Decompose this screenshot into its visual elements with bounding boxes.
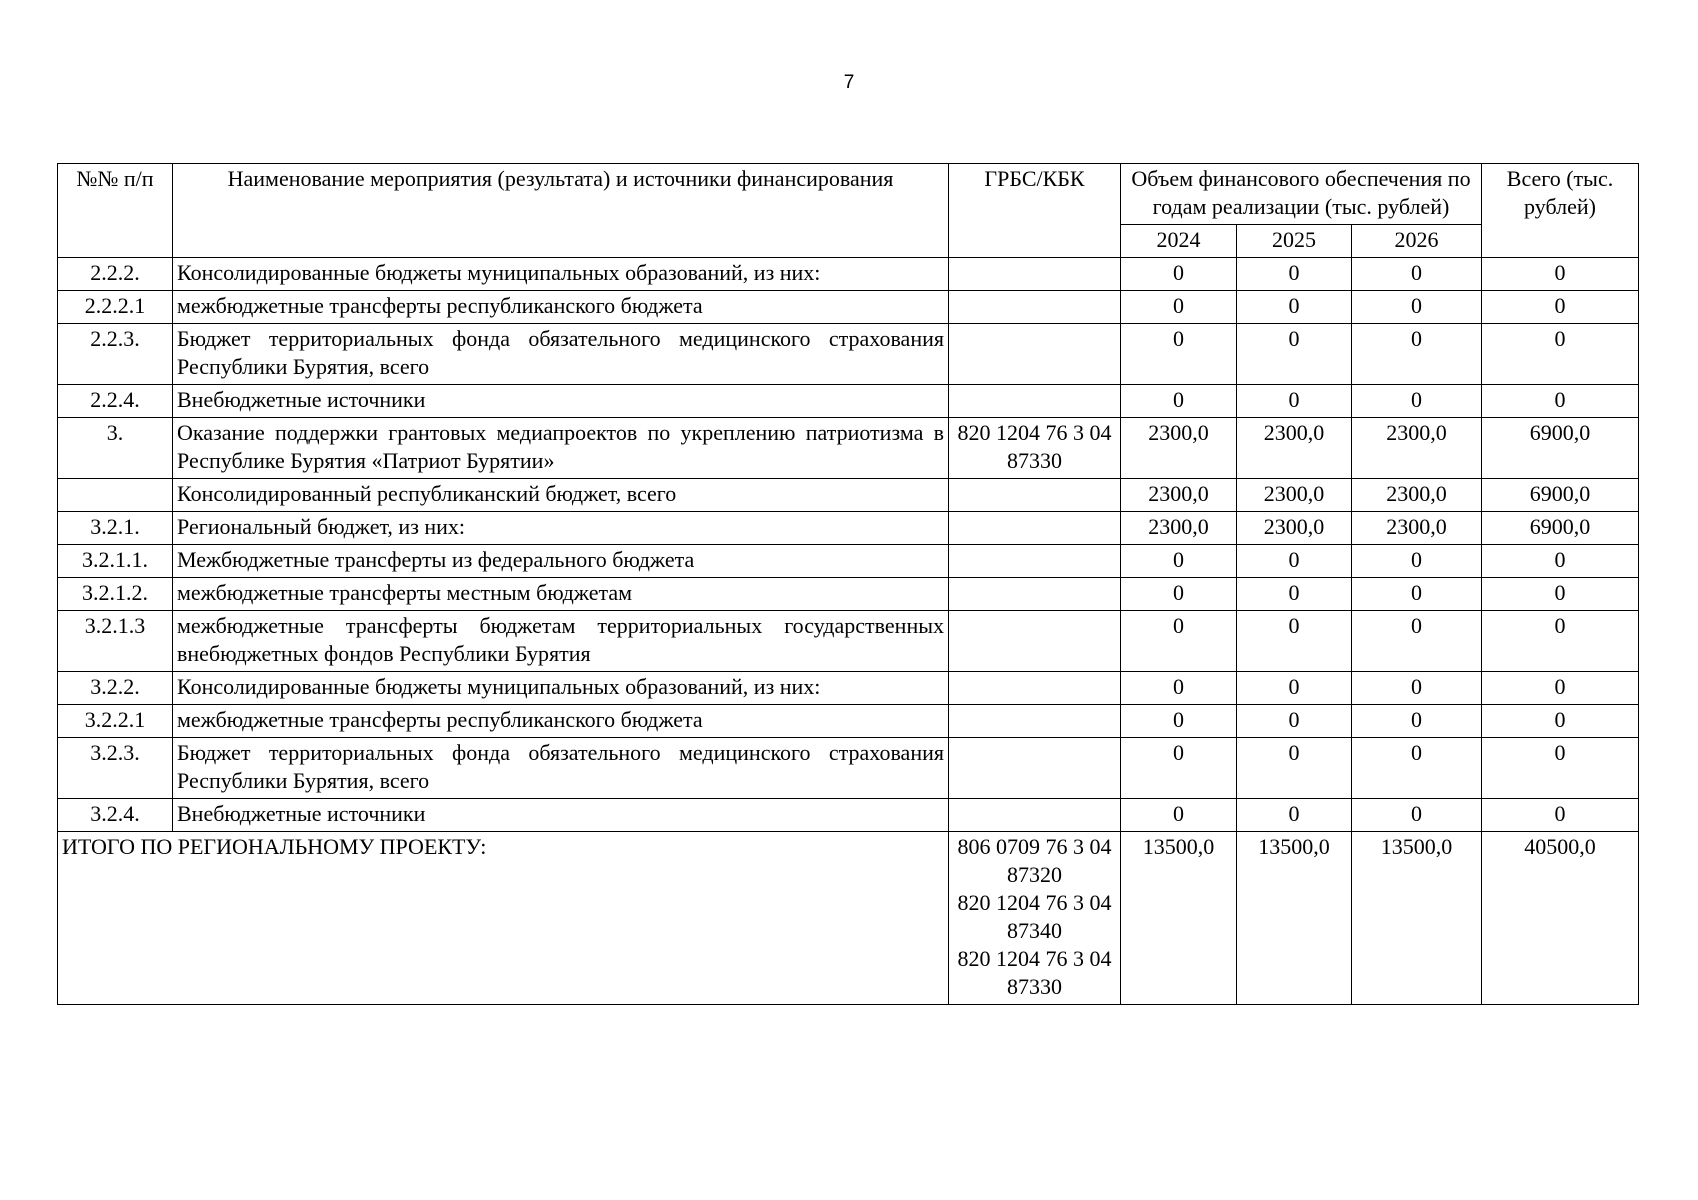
row-value-2024: 0 bbox=[1121, 324, 1237, 385]
row-value-2026: 0 bbox=[1352, 799, 1482, 832]
row-value-2026: 2300,0 bbox=[1352, 512, 1482, 545]
row-name: межбюджетные трансферты республиканского бюджета bbox=[173, 705, 949, 738]
row-value-2024: 0 bbox=[1121, 799, 1237, 832]
row-name: Межбюджетные трансферты из федерального бюджета bbox=[173, 545, 949, 578]
row-value-2025: 0 bbox=[1237, 672, 1352, 705]
table-row bbox=[58, 385, 1639, 418]
row-num: 3.2.1.3 bbox=[58, 611, 173, 672]
row-code bbox=[949, 258, 1121, 291]
row-value-2025: 0 bbox=[1237, 385, 1352, 418]
row-name: Консолидированные бюджеты муниципальных образований, из них: bbox=[173, 672, 949, 705]
row-value-2025: 0 bbox=[1237, 578, 1352, 611]
table-row bbox=[58, 545, 1639, 578]
row-num: 3. bbox=[58, 418, 173, 479]
row-value-2025: 0 bbox=[1237, 545, 1352, 578]
row-num bbox=[58, 479, 173, 512]
row-value-2026: 2300,0 bbox=[1352, 479, 1482, 512]
row-value-2026: 0 bbox=[1352, 738, 1482, 799]
row-num: 3.2.3. bbox=[58, 738, 173, 799]
total-code-2: 820 1204 76 3 04 87340 bbox=[957, 890, 1112, 943]
total-codes bbox=[949, 832, 1121, 1005]
total-value-sum: 40500,0 bbox=[1482, 832, 1639, 1005]
row-code bbox=[949, 512, 1121, 545]
total-value-2025: 13500,0 bbox=[1237, 832, 1352, 1005]
row-value-2024: 2300,0 bbox=[1121, 479, 1237, 512]
row-total: 0 bbox=[1482, 578, 1639, 611]
row-num: 2.2.4. bbox=[58, 385, 173, 418]
header-year-2024: 2024 bbox=[1121, 225, 1237, 258]
row-value-2025: 0 bbox=[1237, 291, 1352, 324]
row-value-2024: 0 bbox=[1121, 578, 1237, 611]
row-value-2025: 0 bbox=[1237, 738, 1352, 799]
financing-table bbox=[57, 163, 1639, 1005]
row-value-2024: 2300,0 bbox=[1121, 512, 1237, 545]
row-name: Консолидированные бюджеты муниципальных образований, из них: bbox=[173, 258, 949, 291]
header-total: Всего (тыс. рублей) bbox=[1482, 164, 1639, 258]
row-value-2024: 0 bbox=[1121, 672, 1237, 705]
header-year-2026: 2026 bbox=[1352, 225, 1482, 258]
row-code bbox=[949, 738, 1121, 799]
row-value-2026: 0 bbox=[1352, 705, 1482, 738]
table-row bbox=[58, 512, 1639, 545]
row-code bbox=[949, 672, 1121, 705]
row-total: 0 bbox=[1482, 799, 1639, 832]
table-row bbox=[58, 799, 1639, 832]
row-value-2024: 0 bbox=[1121, 385, 1237, 418]
row-num: 2.2.2. bbox=[58, 258, 173, 291]
row-name: Внебюджетные источники bbox=[173, 799, 949, 832]
row-value-2025: 0 bbox=[1237, 324, 1352, 385]
row-code bbox=[949, 799, 1121, 832]
row-total: 0 bbox=[1482, 672, 1639, 705]
table-row bbox=[58, 611, 1639, 672]
row-num: 2.2.2.1 bbox=[58, 291, 173, 324]
row-value-2025: 0 bbox=[1237, 705, 1352, 738]
row-code bbox=[949, 545, 1121, 578]
row-name: Бюджет территориальных фонда обязательного медицинского страхования Республики Бурятия, всего bbox=[173, 738, 949, 799]
row-value-2026: 0 bbox=[1352, 545, 1482, 578]
row-num: 2.2.3. bbox=[58, 324, 173, 385]
row-name: межбюджетные трансферты республиканского бюджета bbox=[173, 291, 949, 324]
header-year-2025: 2025 bbox=[1237, 225, 1352, 258]
row-value-2025: 2300,0 bbox=[1237, 418, 1352, 479]
row-total: 0 bbox=[1482, 291, 1639, 324]
table-row bbox=[58, 672, 1639, 705]
row-value-2026: 0 bbox=[1352, 672, 1482, 705]
header-code: ГРБС/КБК bbox=[949, 164, 1121, 258]
row-total: 0 bbox=[1482, 258, 1639, 291]
row-value-2025: 0 bbox=[1237, 258, 1352, 291]
total-value-2024: 13500,0 bbox=[1121, 832, 1237, 1005]
row-name: межбюджетные трансферты местным бюджетам bbox=[173, 578, 949, 611]
total-value-2026: 13500,0 bbox=[1352, 832, 1482, 1005]
table-row bbox=[58, 578, 1639, 611]
row-code bbox=[949, 479, 1121, 512]
table-row bbox=[58, 291, 1639, 324]
row-num: 3.2.4. bbox=[58, 799, 173, 832]
page-number: 7 bbox=[843, 72, 855, 93]
row-total: 6900,0 bbox=[1482, 418, 1639, 479]
table-header bbox=[58, 164, 1639, 258]
row-value-2024: 2300,0 bbox=[1121, 418, 1237, 479]
row-total: 6900,0 bbox=[1482, 512, 1639, 545]
row-total: 0 bbox=[1482, 545, 1639, 578]
table-row bbox=[58, 738, 1639, 799]
row-value-2026: 0 bbox=[1352, 324, 1482, 385]
row-total: 6900,0 bbox=[1482, 479, 1639, 512]
row-name: Бюджет территориальных фонда обязательного медицинского страхования Республики Бурятия, всего bbox=[173, 324, 949, 385]
row-code bbox=[949, 324, 1121, 385]
row-code bbox=[949, 705, 1121, 738]
row-num: 3.2.1.2. bbox=[58, 578, 173, 611]
row-code bbox=[949, 611, 1121, 672]
row-value-2026: 2300,0 bbox=[1352, 418, 1482, 479]
row-total: 0 bbox=[1482, 324, 1639, 385]
row-num: 3.2.1.1. bbox=[58, 545, 173, 578]
row-value-2025: 2300,0 bbox=[1237, 512, 1352, 545]
row-num: 3.2.1. bbox=[58, 512, 173, 545]
header-volume: Объем финансового обеспечения по годам реализации (тыс. рублей) bbox=[1121, 164, 1482, 225]
table-row bbox=[58, 258, 1639, 291]
total-row bbox=[58, 832, 1639, 1005]
table-row bbox=[58, 705, 1639, 738]
row-num: 3.2.2.1 bbox=[58, 705, 173, 738]
row-name: межбюджетные трансферты бюджетам территориальных государственных внебюджетных фондов Республики Бурятия bbox=[173, 611, 949, 672]
row-code bbox=[949, 291, 1121, 324]
total-code-3: 820 1204 76 3 04 87330 bbox=[957, 946, 1112, 999]
row-name: Оказание поддержки грантовых медиапроектов по укреплению патриотизма в Республике Бурятия «Патриот Бурятии» bbox=[173, 418, 949, 479]
header-name: Наименование мероприятия (результата) и источники финансирования bbox=[173, 164, 949, 258]
row-total: 0 bbox=[1482, 738, 1639, 799]
row-value-2024: 0 bbox=[1121, 258, 1237, 291]
row-value-2025: 0 bbox=[1237, 611, 1352, 672]
row-total: 0 bbox=[1482, 385, 1639, 418]
row-name: Консолидированный республиканский бюджет, всего bbox=[173, 479, 949, 512]
row-value-2026: 0 bbox=[1352, 258, 1482, 291]
row-num: 3.2.2. bbox=[58, 672, 173, 705]
table-row bbox=[58, 479, 1639, 512]
row-code: 820 1204 76 3 04 87330 bbox=[949, 418, 1121, 479]
row-value-2026: 0 bbox=[1352, 291, 1482, 324]
row-value-2026: 0 bbox=[1352, 578, 1482, 611]
total-label: ИТОГО ПО РЕГИОНАЛЬНОМУ ПРОЕКТУ: bbox=[58, 832, 949, 1005]
row-name: Внебюджетные источники bbox=[173, 385, 949, 418]
row-code bbox=[949, 385, 1121, 418]
row-value-2026: 0 bbox=[1352, 385, 1482, 418]
total-code-1: 806 0709 76 3 04 87320 bbox=[957, 834, 1112, 887]
table-body bbox=[58, 258, 1639, 1005]
row-code bbox=[949, 578, 1121, 611]
row-value-2024: 0 bbox=[1121, 738, 1237, 799]
header-num: №№ п/п bbox=[58, 164, 173, 258]
row-total: 0 bbox=[1482, 705, 1639, 738]
row-value-2026: 0 bbox=[1352, 611, 1482, 672]
table-row bbox=[58, 418, 1639, 479]
row-value-2024: 0 bbox=[1121, 545, 1237, 578]
row-value-2024: 0 bbox=[1121, 705, 1237, 738]
table-row bbox=[58, 324, 1639, 385]
row-value-2025: 0 bbox=[1237, 799, 1352, 832]
row-value-2024: 0 bbox=[1121, 611, 1237, 672]
row-name: Региональный бюджет, из них: bbox=[173, 512, 949, 545]
row-value-2024: 0 bbox=[1121, 291, 1237, 324]
row-value-2025: 2300,0 bbox=[1237, 479, 1352, 512]
row-total: 0 bbox=[1482, 611, 1639, 672]
